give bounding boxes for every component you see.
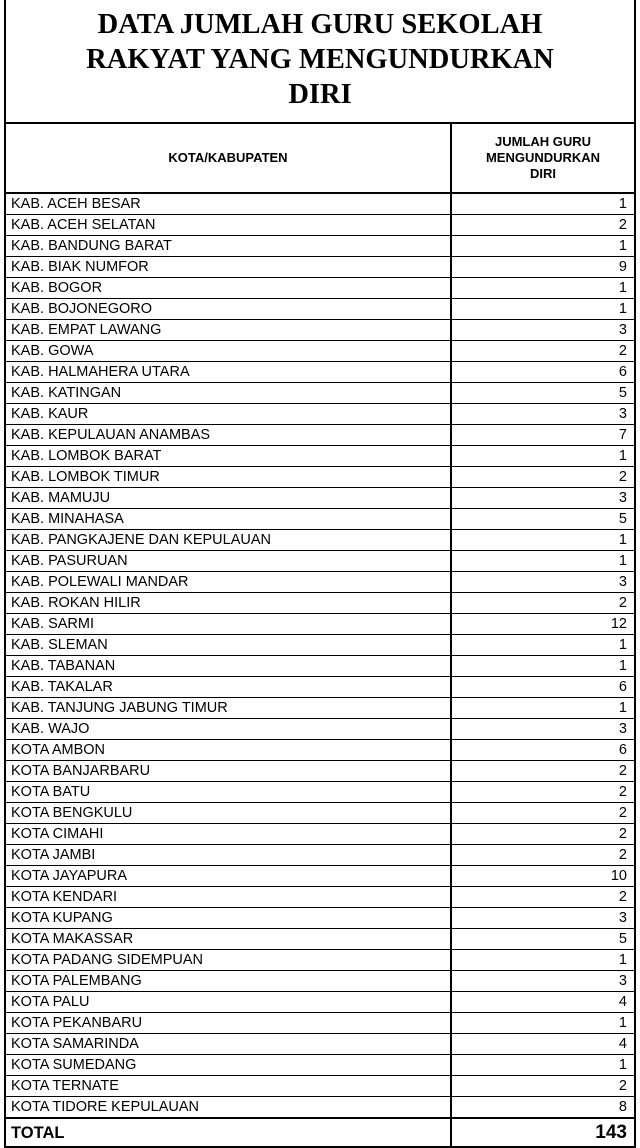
cell-jumlah-guru: 6 [451,677,635,698]
cell-jumlah-guru: 3 [451,572,635,593]
table-row [5,635,635,656]
table-row [5,488,635,509]
table-row [5,425,635,446]
cell-kota-kabupaten: KAB. KAUR [5,404,451,425]
cell-kota-kabupaten: KOTA MAKASSAR [5,929,451,950]
cell-jumlah-guru: 1 [451,635,635,656]
table-row [5,1097,635,1119]
cell-jumlah-guru: 2 [451,593,635,614]
cell-kota-kabupaten: KOTA PEKANBARU [5,1013,451,1034]
table-row [5,446,635,467]
cell-kota-kabupaten: KOTA PALEMBANG [5,971,451,992]
cell-jumlah-guru: 3 [451,320,635,341]
total-value: 143 [451,1118,635,1147]
cell-kota-kabupaten: KOTA TERNATE [5,1076,451,1097]
column-header-jumlah-guru [451,123,635,193]
table-row [5,257,635,278]
table-head [5,0,635,193]
total-row [5,1118,635,1147]
cell-kota-kabupaten: KOTA KENDARI [5,887,451,908]
cell-kota-kabupaten: KOTA PADANG SIDEMPUAN [5,950,451,971]
table-row [5,1013,635,1034]
table-row [5,320,635,341]
table-row [5,236,635,257]
table-row [5,278,635,299]
table-row [5,824,635,845]
table-row [5,193,635,215]
table-row [5,404,635,425]
cell-kota-kabupaten: KAB. TAKALAR [5,677,451,698]
table-row [5,803,635,824]
table-row [5,845,635,866]
table-row [5,1076,635,1097]
cell-kota-kabupaten: KAB. BANDUNG BARAT [5,236,451,257]
cell-kota-kabupaten: KAB. POLEWALI MANDAR [5,572,451,593]
cell-jumlah-guru: 2 [451,803,635,824]
cell-jumlah-guru: 2 [451,467,635,488]
cell-kota-kabupaten: KAB. LOMBOK BARAT [5,446,451,467]
cell-kota-kabupaten: KOTA KUPANG [5,908,451,929]
cell-kota-kabupaten: KAB. TANJUNG JABUNG TIMUR [5,698,451,719]
cell-jumlah-guru: 1 [451,1055,635,1076]
title-line-2: RAKYAT YANG MENGUNDURKAN [86,44,554,75]
cell-jumlah-guru: 6 [451,740,635,761]
cell-kota-kabupaten: KAB. ACEH SELATAN [5,215,451,236]
table-row [5,1034,635,1055]
cell-jumlah-guru: 10 [451,866,635,887]
cell-jumlah-guru: 3 [451,404,635,425]
title-row [5,0,635,123]
table-row [5,950,635,971]
cell-jumlah-guru: 1 [451,656,635,677]
cell-kota-kabupaten: KOTA SAMARINDA [5,1034,451,1055]
cell-kota-kabupaten: KOTA JAMBI [5,845,451,866]
cell-kota-kabupaten: KOTA BANJARBARU [5,761,451,782]
table-row [5,467,635,488]
cell-kota-kabupaten: KOTA AMBON [5,740,451,761]
cell-kota-kabupaten: KAB. PANGKAJENE DAN KEPULAUAN [5,530,451,551]
cell-jumlah-guru: 1 [451,551,635,572]
table-row [5,614,635,635]
table-row [5,971,635,992]
table-row [5,530,635,551]
table-row [5,887,635,908]
cell-kota-kabupaten: KAB. ROKAN HILIR [5,593,451,614]
cell-jumlah-guru: 1 [451,193,635,215]
cell-jumlah-guru: 2 [451,215,635,236]
table-row [5,761,635,782]
column-header-line-2: MENGUNDURKAN [485,150,601,165]
cell-jumlah-guru: 1 [451,446,635,467]
cell-kota-kabupaten: KAB. GOWA [5,341,451,362]
table-row [5,341,635,362]
table-row [5,866,635,887]
cell-jumlah-guru: 1 [451,236,635,257]
cell-kota-kabupaten: KAB. ACEH BESAR [5,193,451,215]
table-row [5,740,635,761]
table-row [5,656,635,677]
table-row [5,1055,635,1076]
cell-jumlah-guru: 1 [451,950,635,971]
cell-kota-kabupaten: KAB. KATINGAN [5,383,451,404]
cell-jumlah-guru: 5 [451,929,635,950]
cell-kota-kabupaten: KAB. KEPULAUAN ANAMBAS [5,425,451,446]
cell-jumlah-guru: 4 [451,1034,635,1055]
cell-kota-kabupaten: KAB. BIAK NUMFOR [5,257,451,278]
cell-kota-kabupaten: KAB. BOJONEGORO [5,299,451,320]
cell-kota-kabupaten: KOTA TIDORE KEPULAUAN [5,1097,451,1119]
cell-kota-kabupaten: KAB. SARMI [5,614,451,635]
cell-jumlah-guru: 5 [451,509,635,530]
cell-kota-kabupaten: KOTA PALU [5,992,451,1013]
cell-jumlah-guru: 3 [451,971,635,992]
cell-jumlah-guru: 1 [451,1013,635,1034]
cell-kota-kabupaten: KOTA JAYAPURA [5,866,451,887]
cell-jumlah-guru: 2 [451,1076,635,1097]
table-body [5,193,635,1118]
title-line-1: DATA JUMLAH GURU SEKOLAH [97,9,543,40]
cell-kota-kabupaten: KOTA BATU [5,782,451,803]
resignation-data-table [4,0,636,1148]
cell-jumlah-guru: 2 [451,845,635,866]
table-row [5,929,635,950]
cell-jumlah-guru: 2 [451,824,635,845]
cell-jumlah-guru: 1 [451,299,635,320]
cell-kota-kabupaten: KAB. EMPAT LAWANG [5,320,451,341]
cell-jumlah-guru: 3 [451,488,635,509]
cell-kota-kabupaten: KAB. MINAHASA [5,509,451,530]
cell-jumlah-guru: 2 [451,887,635,908]
table-row [5,551,635,572]
column-header-line-1: JUMLAH GURU [494,134,592,149]
table-row [5,782,635,803]
cell-jumlah-guru: 1 [451,278,635,299]
table-foot [5,1118,635,1147]
cell-kota-kabupaten: KOTA CIMAHI [5,824,451,845]
cell-jumlah-guru: 4 [451,992,635,1013]
table-row [5,992,635,1013]
cell-kota-kabupaten: KAB. PASURUAN [5,551,451,572]
report-title [5,0,635,123]
cell-kota-kabupaten: KOTA SUMEDANG [5,1055,451,1076]
table-row [5,362,635,383]
cell-jumlah-guru: 6 [451,362,635,383]
cell-kota-kabupaten: KAB. MAMUJU [5,488,451,509]
cell-kota-kabupaten: KAB. LOMBOK TIMUR [5,467,451,488]
cell-jumlah-guru: 2 [451,761,635,782]
table-row [5,299,635,320]
cell-kota-kabupaten: KOTA BENGKULU [5,803,451,824]
title-line-3: DIRI [288,79,352,110]
table-row [5,593,635,614]
cell-jumlah-guru: 3 [451,719,635,740]
table-row [5,215,635,236]
table-row [5,677,635,698]
cell-kota-kabupaten: KAB. BOGOR [5,278,451,299]
table-row [5,509,635,530]
table-row [5,908,635,929]
cell-jumlah-guru: 2 [451,341,635,362]
cell-jumlah-guru: 1 [451,530,635,551]
cell-jumlah-guru: 5 [451,383,635,404]
cell-jumlah-guru: 1 [451,698,635,719]
table-row [5,698,635,719]
cell-jumlah-guru: 3 [451,908,635,929]
cell-jumlah-guru: 9 [451,257,635,278]
table-row [5,572,635,593]
cell-jumlah-guru: 2 [451,782,635,803]
cell-kota-kabupaten: KAB. WAJO [5,719,451,740]
column-header-kota-kabupaten: KOTA/KABUPATEN [5,123,451,193]
table-container [4,0,634,1148]
cell-jumlah-guru: 12 [451,614,635,635]
cell-kota-kabupaten: KAB. SLEMAN [5,635,451,656]
table-row [5,383,635,404]
cell-jumlah-guru: 8 [451,1097,635,1119]
table-row [5,719,635,740]
cell-kota-kabupaten: KAB. HALMAHERA UTARA [5,362,451,383]
column-header-line-3: DIRI [530,166,556,181]
total-label: TOTAL [5,1118,451,1147]
cell-kota-kabupaten: KAB. TABANAN [5,656,451,677]
cell-jumlah-guru: 7 [451,425,635,446]
column-header-row [5,123,635,193]
